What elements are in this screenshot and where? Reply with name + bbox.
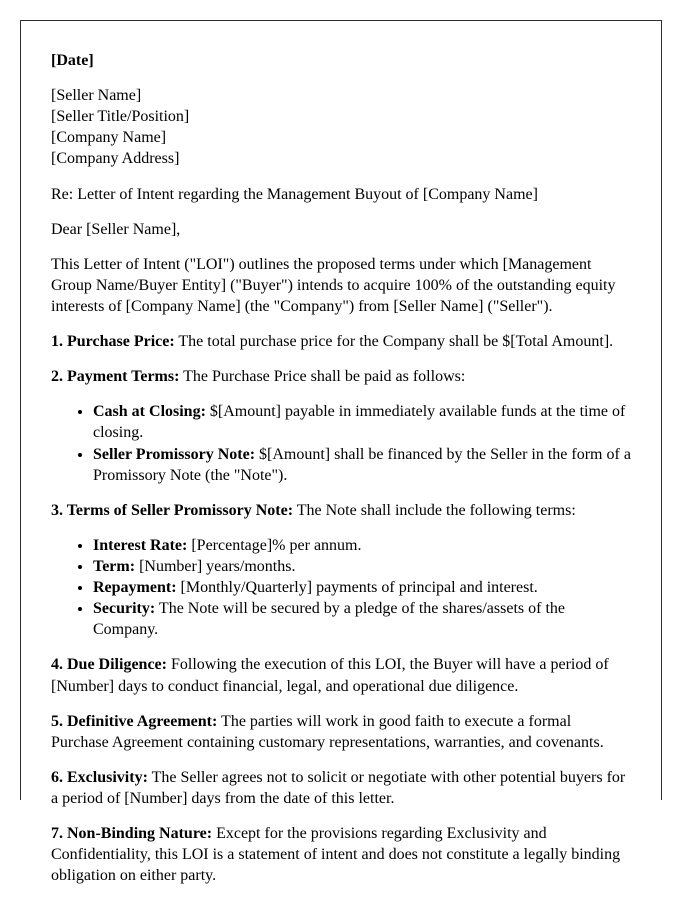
- list-item-security: [93, 598, 631, 640]
- section-payment-terms-label: 2. Payment Terms:: [51, 368, 180, 386]
- section-exclusivity-label: 6. Exclusivity:: [51, 768, 148, 786]
- section-due-diligence-label: 4. Due Diligence:: [51, 656, 167, 674]
- section-non-binding-nature: [51, 823, 631, 886]
- section-definitive-agreement: [51, 711, 631, 753]
- intro-paragraph: This Letter of Intent ("LOI") outlines the proposed terms under which [Management Group Name/Buyer Entity] ("Buyer") intends to acquire 100% of the outstanding equity interests of [Company Name] (the "Company") from [Seller Name] ("Seller").: [51, 255, 616, 315]
- section-non-binding-nature-text: Except for the provisions regarding Exclusivity and Confidentiality, this LOI is a statement of intent and does not constitute a legally binding obligation on either party.: [51, 825, 621, 885]
- list-item-text: [Number] years/months.: [135, 557, 296, 575]
- section-due-diligence: [51, 654, 631, 696]
- list-item-interest-rate: [93, 535, 631, 556]
- list-item-term: [93, 556, 631, 577]
- section-purchase-price-label: 1. Purchase Price:: [51, 333, 175, 351]
- section-purchase-price: [51, 331, 631, 352]
- section-note-terms-label: 3. Terms of Seller Promissory Note:: [51, 501, 294, 519]
- salutation: Dear [Seller Name],: [51, 220, 181, 238]
- list-item-text: [Percentage]% per annum.: [187, 536, 362, 554]
- section-note-terms-text: The Note shall include the following terms:: [293, 501, 576, 519]
- section-non-binding-nature-label: 7. Non-Binding Nature:: [51, 825, 213, 843]
- date-line: [Date]: [51, 52, 94, 69]
- recipient-line-company-address: [Company Address]: [51, 150, 180, 168]
- list-item-seller-promissory-note: [93, 444, 631, 486]
- section-definitive-agreement-label: 5. Definitive Agreement:: [51, 712, 218, 730]
- list-item-label: Seller Promissory Note:: [93, 445, 256, 463]
- section-exclusivity: [51, 767, 631, 809]
- recipient-address-block: [51, 85, 631, 169]
- subject-line: Re: Letter of Intent regarding the Management Buyout of [Company Name]: [51, 185, 538, 203]
- recipient-line-company-name: [Company Name]: [51, 129, 167, 147]
- section-due-diligence-text: Following the execution of this LOI, the Buyer will have a period of [Number] days to conduct financial, legal, and operational due diligence.: [51, 656, 609, 695]
- list-item-text: [Monthly/Quarterly] payments of principal and interest.: [176, 579, 538, 597]
- list-item-label: Interest Rate:: [93, 536, 188, 554]
- list-item-label: Security:: [93, 600, 156, 618]
- list-item-cash-at-closing: [93, 401, 631, 443]
- section-payment-terms-text: The Purchase Price shall be paid as follows:: [179, 368, 466, 386]
- list-item-text: $[Amount] shall be financed by the Seller in the form of a Promissory Note (the "Note").: [93, 445, 631, 484]
- payment-terms-list: [51, 401, 631, 485]
- list-item-text: The Note will be secured by a pledge of the shares/assets of the Company.: [93, 600, 565, 639]
- letter-document-frame: [20, 20, 662, 885]
- section-purchase-price-text: The total purchase price for the Company shall be $[Total Amount].: [174, 333, 614, 351]
- note-terms-list: [51, 535, 631, 641]
- section-definitive-agreement-text: The parties will work in good faith to execute a formal Purchase Agreement containing customary representations, warranties, and covenants.: [51, 712, 604, 751]
- recipient-line-seller-title: [Seller Title/Position]: [51, 108, 190, 126]
- list-item-label: Term:: [93, 557, 136, 575]
- section-note-terms: [51, 500, 631, 521]
- list-item-text: $[Amount] payable in immediately available funds at the time of closing.: [93, 403, 626, 442]
- list-item-repayment: [93, 577, 631, 598]
- list-item-label: Repayment:: [93, 579, 177, 597]
- list-item-label: Cash at Closing:: [93, 403, 206, 421]
- section-exclusivity-text: The Seller agrees not to solicit or negotiate with other potential buyers for a period of [Number] days from the date of this letter.: [51, 768, 626, 807]
- recipient-line-seller-name: [Seller Name]: [51, 87, 142, 105]
- section-payment-terms: [51, 366, 631, 387]
